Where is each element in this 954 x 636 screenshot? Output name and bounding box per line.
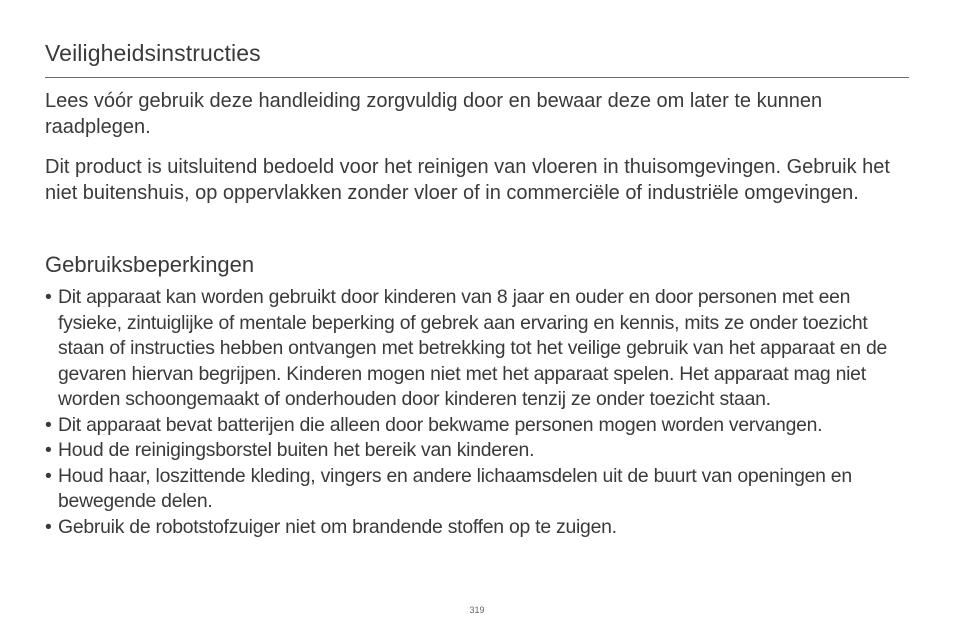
intro-paragraph: Lees vóór gebruik deze handleiding zorgvuldig door en bewaar deze om later te kunnen raadplegen. <box>45 90 823 138</box>
list-item: • Houd de reinigingsborstel buiten het bereik van kinderen. <box>45 438 911 464</box>
restrictions-list <box>45 285 911 540</box>
page-number: 319 <box>469 605 485 615</box>
list-item: • Houd haar, loszittende kleding, vingers en andere lichaamsdelen uit de buurt van openingen en bewegende delen. <box>45 464 911 515</box>
section-title: Veiligheidsinstructies <box>45 40 261 66</box>
list-item: • Dit apparaat kan worden gebruikt door kinderen van 8 jaar en ouder en door personen met een fysieke, zintuiglijke of mentale beperking of gebrek aan ervaring en kennis, mits ze onder toezicht staan of instructies hebben ontvangen met betrekking tot het veilige gebruik van het apparaat en de gevaren hiervan begrijpen. Kinderen mogen niet met het apparaat spelen. Het apparaat mag niet worden schoongemaakt of onderhouden door kinderen tenzij ze onder toezicht staan. <box>45 285 911 413</box>
usage-paragraph: Dit product is uitsluitend bedoeld voor het reinigen van vloeren in thuisomgevingen. Gebruik het niet buitenshuis, op oppervlakken zonder vloer of in commerciële of industriële omgevingen. <box>45 156 890 204</box>
subsection-title: Gebruiksbeperkingen <box>45 252 255 277</box>
title-divider <box>45 77 909 78</box>
document-page <box>45 0 910 636</box>
list-item: • Gebruik de robotstofzuiger niet om brandende stoffen op te zuigen. <box>45 515 911 541</box>
list-item: • Dit apparaat bevat batterijen die alleen door bekwame personen mogen worden vervangen. <box>45 413 911 439</box>
